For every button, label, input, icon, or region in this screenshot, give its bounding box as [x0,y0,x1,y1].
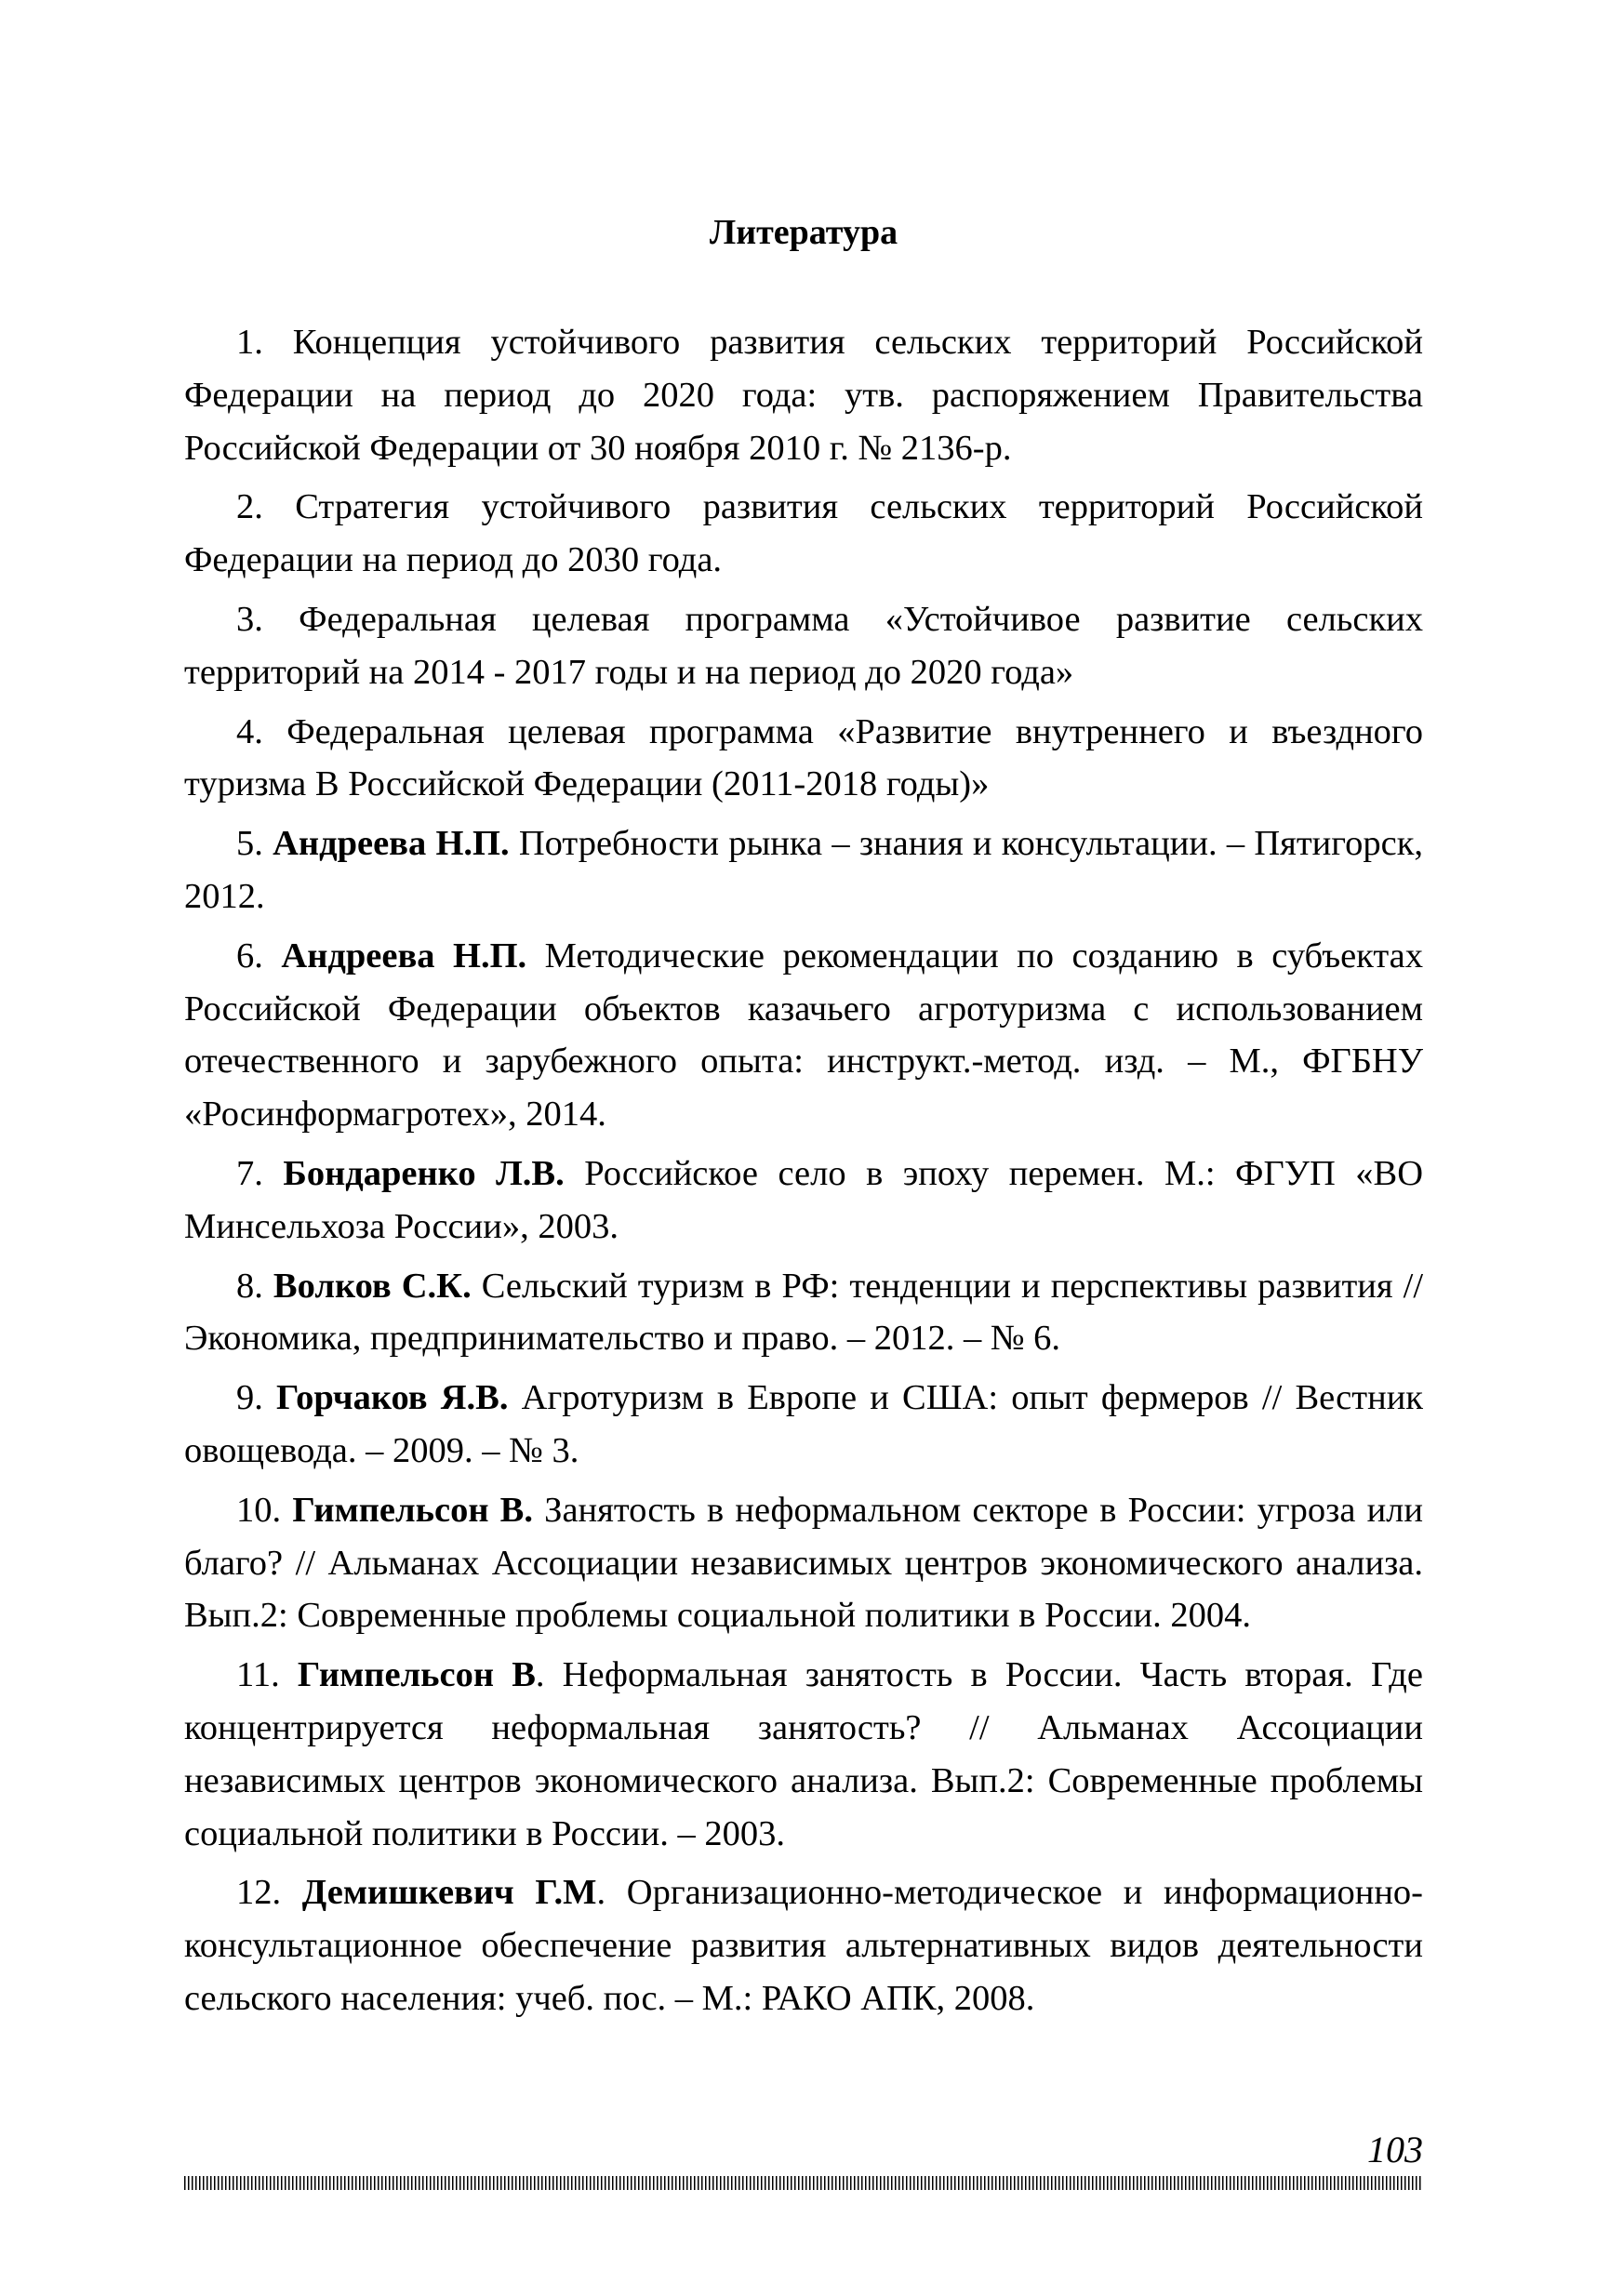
reference-text: Российское село в эпоху перемен. М.: ФГУП «ВО Минсельхоза России», 2003. [184,1153,1424,1246]
page [184,0,1423,2296]
reference-number: 11. [236,1655,280,1695]
reference-text: Концепция устойчивого развития сельских территорий Российской Федерации на период до 2020 года: утв. распоряжением Правительства Российской Федерации от 30 ноября 2010 г. № 2136-р. [184,323,1424,468]
reference-author: Волков С.К. [273,1266,472,1306]
reference-author: Демишкевич Г.М [301,1873,597,1913]
reference-number: 3. [236,599,263,639]
reference-text: Агротуризм в Европе и США: опыт фермеров // Вестник овощевода. – 2009. – № 3. [184,1378,1424,1470]
reference-item [184,593,1423,699]
reference-number: 4. [236,711,263,751]
reference-number: 12. [236,1873,282,1913]
reference-number: 6. [236,936,263,975]
reference-author: Бондаренко Л.В. [283,1153,565,1193]
reference-item [184,1866,1423,2024]
reference-item [184,1260,1423,1366]
reference-author: Андреева Н.П. [273,824,510,864]
reference-number: 7. [236,1153,263,1193]
reference-text: Федеральная целевая программа «Устойчивое развитие сельских территорий на 2014 - 2017 годы и на период до 2020 года» [184,599,1424,692]
reference-author: Андреева Н.П. [281,936,527,975]
reference-number: 1. [236,323,263,362]
reference-item [184,316,1423,474]
reference-text: . Организационно-методическое и информационно-консультационное обеспечение развития альтернативных видов деятельности сельского населения: учеб. пос. – М.: РАКО АПК, 2008. [184,1873,1423,2018]
reference-text: Федеральная целевая программа «Развитие внутреннего и въездного туризма В Российской Федерации (2011-2018 годы)» [184,711,1423,804]
reference-item [184,817,1423,923]
reference-author: Горчаков Я.В. [276,1378,509,1418]
page-number: 103 [1367,2129,1423,2170]
reference-item [184,1372,1423,1478]
reference-number: 2. [236,487,263,527]
reference-author: Гимпельсон В. [292,1490,533,1530]
reference-item [184,706,1423,812]
reference-text: Занятость в неформальном секторе в России: угроза или благо? // Альманах Ассоциации независимых центров экономического анализа. Вып.2: Современные проблемы социальной политики в России. 2004. [184,1490,1424,1636]
reference-number: 8. [236,1266,263,1306]
footer-rule [184,2176,1423,2190]
reference-text: . Неформальная занятость в России. Часть вторая. Где концентрируется неформальная занятость? // Альманах Ассоциации независимых центров экономического анализа. Вып.2: Современные проблемы социальной политики в России. – 2003. [184,1655,1423,1853]
reference-number: 5. [236,824,263,864]
reference-author: Гимпельсон В [297,1655,536,1695]
reference-number: 9. [236,1378,263,1418]
reference-item [184,1148,1423,1254]
reference-item [184,930,1423,1141]
reference-text: Сельский туризм в РФ: тенденции и перспективы развития // Экономика, предпринимательство и право. – 2012. – № 6. [184,1266,1424,1359]
reference-text: Методические рекомендации по созданию в субъектах Российской Федерации объектов казачьего агротуризма с использованием отечественного и зарубежного опыта: инструкт.-метод. изд. – М., ФГБНУ «Росинформагротех», 2014. [184,936,1424,1135]
reference-item [184,1649,1423,1860]
reference-item [184,1484,1423,1642]
reference-list [184,316,1423,2032]
reference-text: Стратегия устойчивого развития сельских территорий Российской Федерации на период до 2030 года. [184,487,1424,580]
reference-text: Потребности рынка – знания и консультации. – Пятигорск, 2012. [184,824,1424,916]
reference-number: 10. [236,1490,282,1530]
page-title: Литература [709,213,898,252]
reference-item [184,481,1423,587]
